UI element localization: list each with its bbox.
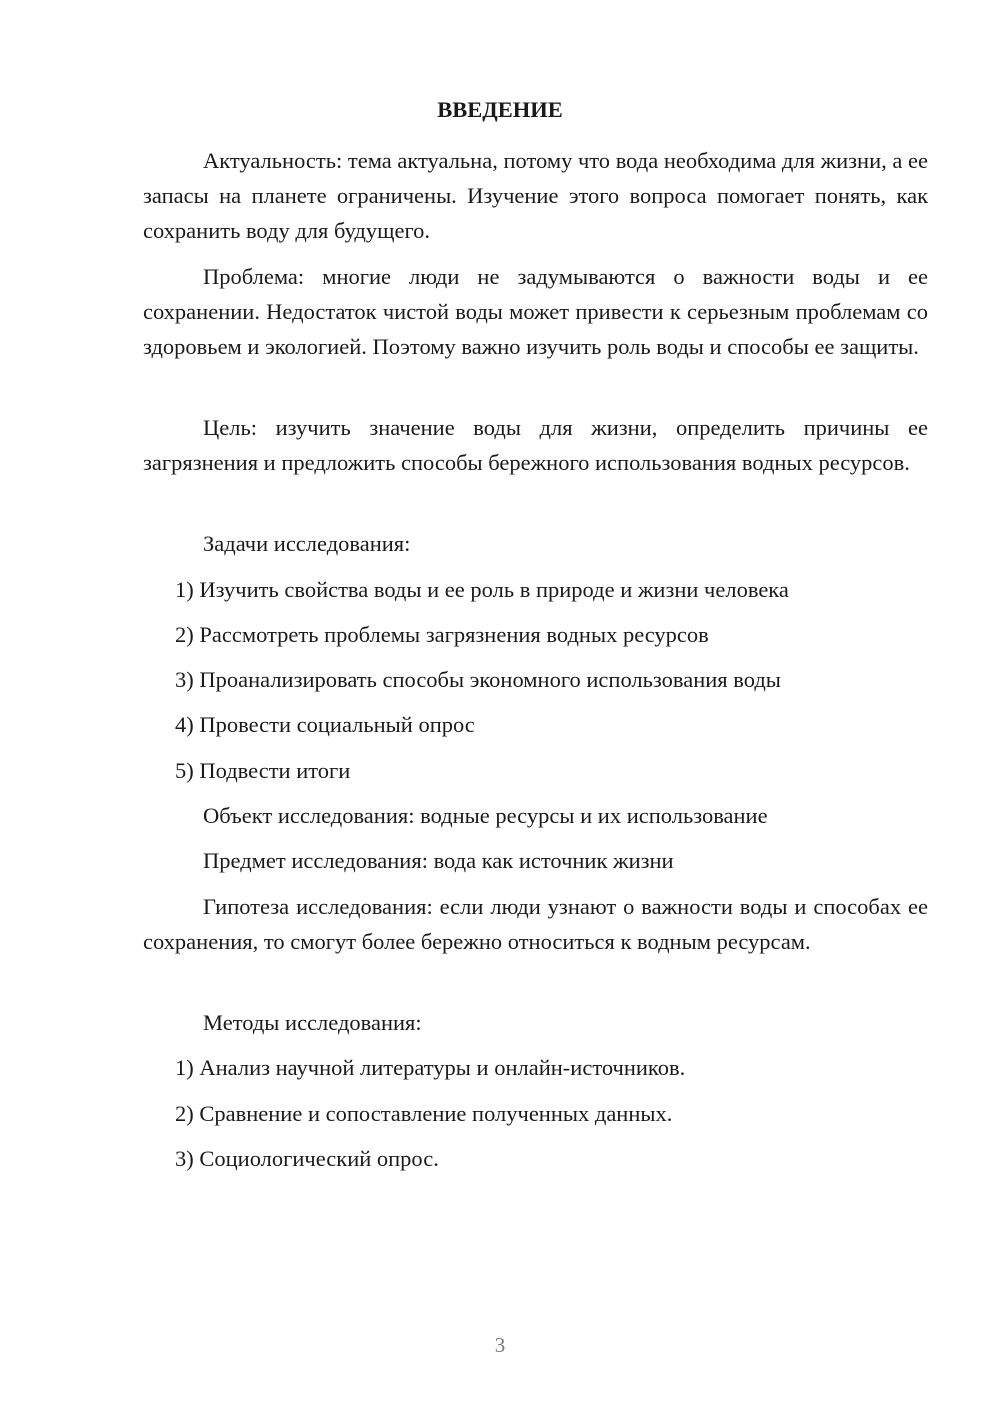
relevance-paragraph: Актуальность: тема актуальна, потому что вода необходима для жизни, а ее запасы на планете ограничены. Изучение этого вопроса помогает понять, как сохранить воду для будущего.: [143, 148, 928, 243]
hypothesis-paragraph: Гипотеза исследования: если люди узнают о важности воды и способах ее сохранения, то смогут более бережно относиться к водным ресурсам.: [143, 894, 928, 954]
task-item-1: 1) Изучить свойства воды и ее роль в природе и жизни человека: [175, 577, 789, 602]
problem-paragraph: Проблема: многие люди не задумываются о важности воды и ее сохранении. Недостаток чистой воды может привести к серьезным проблемам со здоровьем и экологией. Поэтому важно изучить роль воды и способы ее защиты.: [143, 264, 928, 359]
task-item-3: 3) Проанализировать способы экономного использования воды: [175, 667, 781, 692]
goal-paragraph: Цель: изучить значение воды для жизни, определить причины ее загрязнения и предложить способы бережного использования водных ресурсов.: [143, 415, 928, 475]
method-item-2: 2) Сравнение и сопоставление полученных данных.: [175, 1101, 673, 1126]
tasks-heading: Задачи исследования:: [203, 531, 411, 556]
task-item-4: 4) Провести социальный опрос: [175, 712, 475, 737]
research-object: Объект исследования: водные ресурсы и их использование: [203, 803, 768, 828]
methods-heading: Методы исследования:: [203, 1010, 422, 1035]
method-item-3: 3) Социологический опрос.: [175, 1146, 439, 1171]
section-title: ВВЕДЕНИЕ: [437, 97, 563, 122]
method-item-1: 1) Анализ научной литературы и онлайн-источников.: [175, 1055, 686, 1080]
page-number: 3: [494, 1333, 506, 1357]
task-item-2: 2) Рассмотреть проблемы загрязнения водных ресурсов: [175, 622, 709, 647]
task-item-5: 5) Подвести итоги: [175, 758, 351, 783]
research-subject: Предмет исследования: вода как источник жизни: [203, 848, 674, 873]
